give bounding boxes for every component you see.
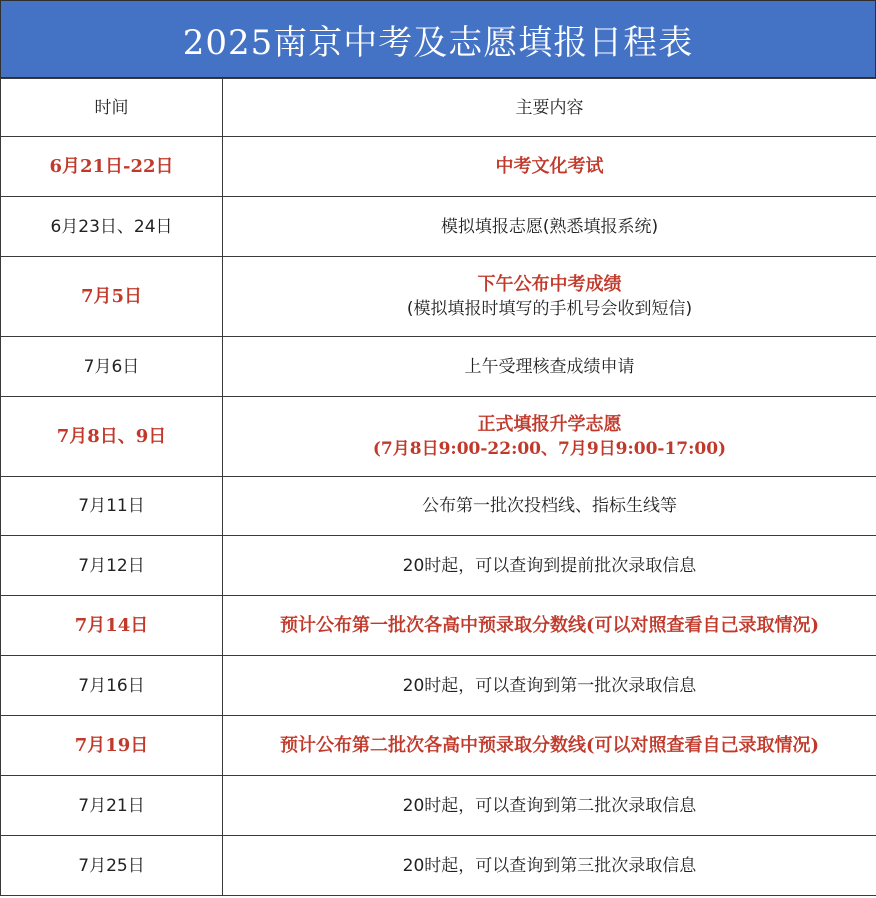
row-content: 上午受理核查成绩申请 — [223, 337, 876, 397]
page-title: 2025南京中考及志愿填报日程表 — [0, 0, 876, 78]
row-content-note: (模拟填报时填写的手机号会收到短信) — [406, 298, 693, 319]
row-content: 20时起，可以查询到第二批次录取信息 — [223, 776, 876, 836]
row-time: 7月19日 — [1, 716, 223, 776]
row-time: 7月6日 — [1, 337, 223, 397]
header-time: 时间 — [1, 79, 223, 137]
row-time: 7月25日 — [1, 836, 223, 896]
row-content: 20时起，可以查询到第三批次录取信息 — [223, 836, 876, 896]
table-row — [1, 536, 876, 596]
row-time: 7月11日 — [1, 477, 223, 536]
header-content: 主要内容 — [223, 79, 876, 137]
table-row — [1, 716, 876, 776]
row-time: 7月5日 — [1, 257, 223, 337]
row-content: 公布第一批次投档线、指标生线等 — [223, 477, 876, 536]
table-row — [1, 836, 876, 896]
table-row — [1, 337, 876, 397]
row-time: 6月21日-22日 — [1, 137, 223, 197]
row-time: 7月16日 — [1, 656, 223, 716]
row-content-main: 正式填报升学志愿 — [477, 413, 622, 435]
row-content-note: (7月8日9:00-22:00、7月9日9:00-17:00) — [372, 438, 727, 459]
row-time: 7月8日、9日 — [1, 397, 223, 477]
table-row — [1, 776, 876, 836]
row-content: 中考文化考试 — [223, 137, 876, 197]
row-content-main: 下午公布中考成绩 — [477, 273, 622, 295]
table-row — [1, 656, 876, 716]
row-content: 预计公布第二批次各高中预录取分数线(可以对照查看自己录取情况) — [223, 716, 876, 776]
schedule-table — [0, 78, 876, 896]
row-time: 7月12日 — [1, 536, 223, 596]
row-content — [223, 397, 876, 477]
table-header-row — [1, 79, 876, 137]
table-row — [1, 197, 876, 257]
row-time: 6月23日、24日 — [1, 197, 223, 257]
table-row — [1, 257, 876, 337]
table-row — [1, 137, 876, 197]
table-row — [1, 477, 876, 536]
table-row — [1, 596, 876, 656]
row-content: 预计公布第一批次各高中预录取分数线(可以对照查看自己录取情况) — [223, 596, 876, 656]
row-content — [223, 257, 876, 337]
row-time: 7月21日 — [1, 776, 223, 836]
row-content: 20时起，可以查询到第一批次录取信息 — [223, 656, 876, 716]
row-time: 7月14日 — [1, 596, 223, 656]
row-content: 模拟填报志愿(熟悉填报系统) — [223, 197, 876, 257]
table-row — [1, 397, 876, 477]
row-content: 20时起，可以查询到提前批次录取信息 — [223, 536, 876, 596]
